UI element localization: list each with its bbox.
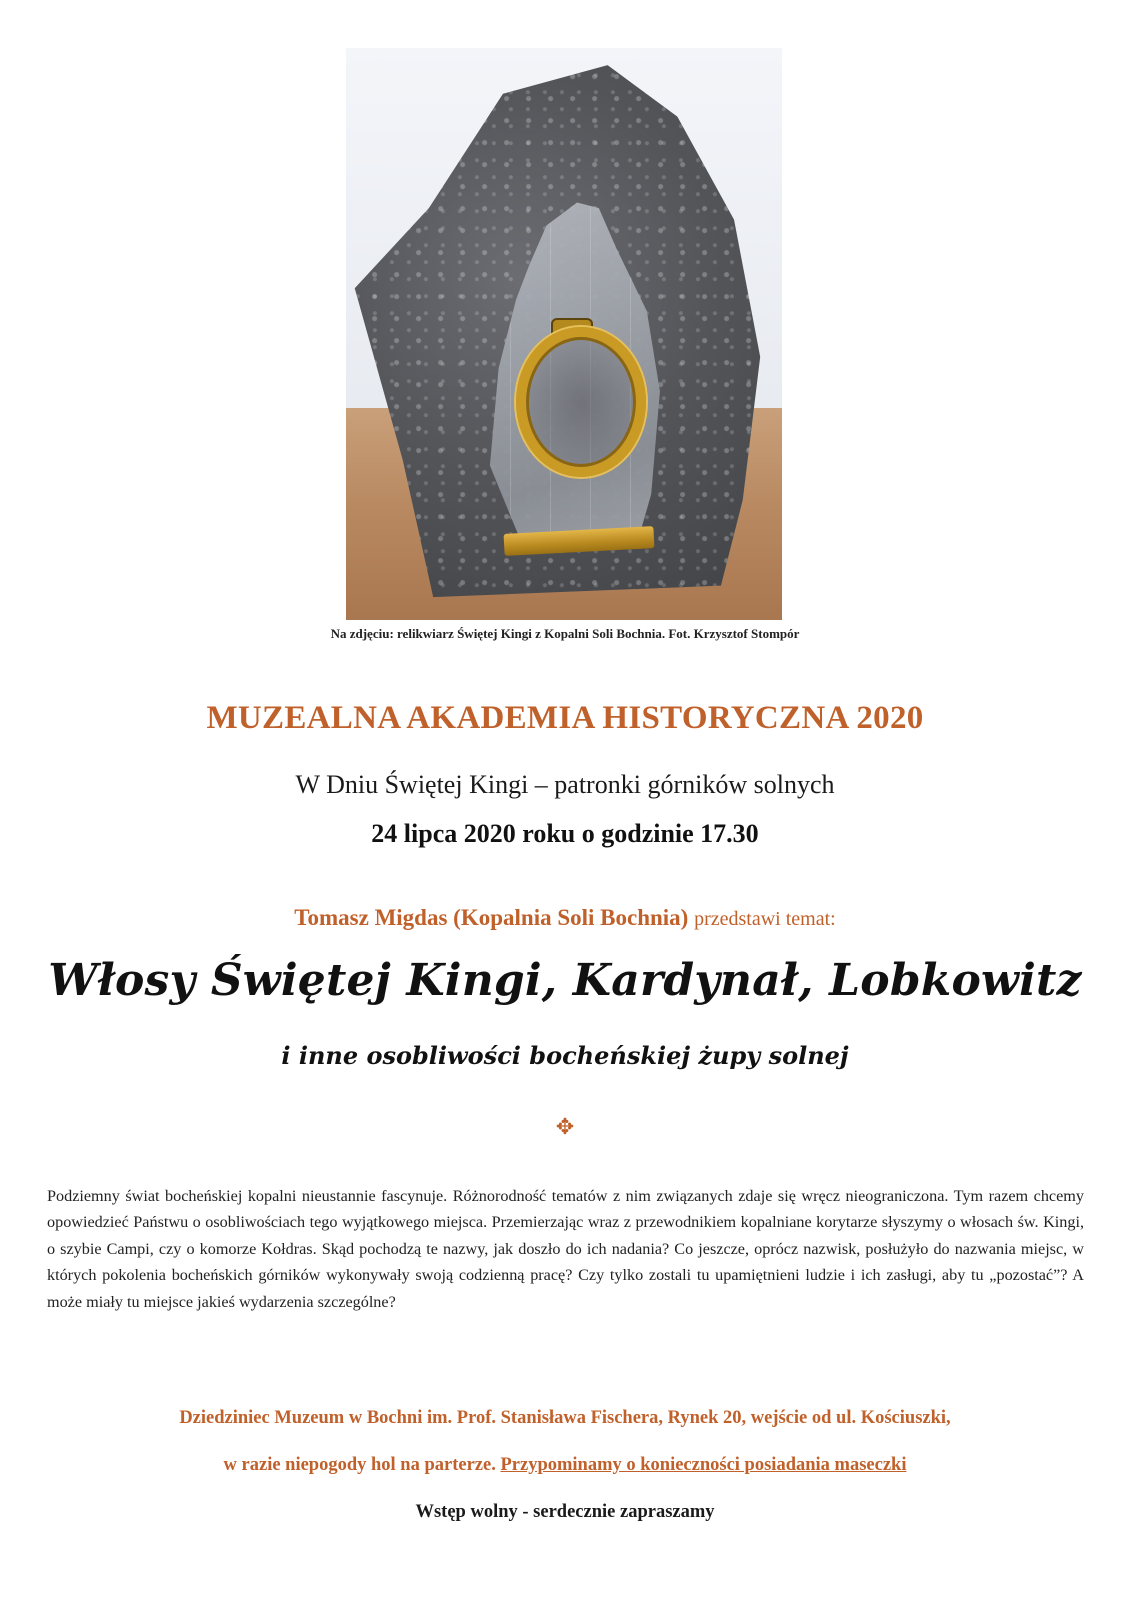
talk-subtitle: i inne osobliwości bocheńskiej żupy solnej (281, 1041, 849, 1070)
description-paragraph: Podziemny świat bocheńskiej kopalni nieustannie fascynuje. Różnorodność tematów z nim związanych zdaje się wręcz nieograniczona. Tym razem chcemy opowiedzieć Państwu o osobliwościach tego wyjątkowego miejsca. Przemierzając wraz z przewodnikiem kopalniane korytarze słyszymy o włosach św. Kingi, o szybie Campi, czy o komorze Kołdras. Skąd pochodzą te nazwy, jak doszło do ich nadania? Co jeszcze, oprócz nazwisk, posłużyło do nazwania miejsc, w których pokolenia bocheńskich górników wykonywały swoją codzienną pracę? Czy tylko zostali tu upamiętnieni ludzie i ich zasługi, aby tu „pozostać”? A może miały tu miejsce jakieś wydarzenia szczególne? (47, 1187, 1084, 1311)
photo-caption: Na zdjęciu: relikwiarz Świętej Kingi z Kopalni Soli Bochnia. Fot. Krzysztof Stompór (330, 626, 800, 641)
gold-ring (516, 327, 646, 477)
venue-line-1: Dziedziniec Muzeum w Bochni im. Prof. Stanisława Fischera, Rynek 20, wejście od ul. Kościuszki, (179, 1408, 951, 1428)
mask-reminder: Przypominamy o konieczności posiadania maseczki (500, 1455, 907, 1475)
speaker-verb: przedstawi temat: (694, 908, 836, 930)
speaker-name: Tomasz Migdas (Kopalnia Soli Bochnia) (294, 905, 689, 930)
event-date-time: 24 lipca 2020 roku o godzinie 17.30 (371, 819, 759, 848)
talk-title: Włosy Świętej Kingi, Kardynał, Lobkowitz (48, 955, 1082, 1006)
event-occasion: W Dniu Świętej Kingi – patronki górników solnych (295, 770, 835, 799)
ornament-icon: ✥ (555, 1114, 575, 1139)
reliquary-photo (346, 48, 782, 620)
venue-line-2 (0, 1455, 1130, 1476)
speaker-line (0, 905, 1130, 931)
venue-weather-note: w razie niepogody hol na parterze. (223, 1455, 496, 1475)
event-heading: MUZEALNA AKADEMIA HISTORYCZNA 2020 (206, 700, 924, 736)
admission-note: Wstęp wolny - serdecznie zapraszamy (415, 1502, 715, 1522)
